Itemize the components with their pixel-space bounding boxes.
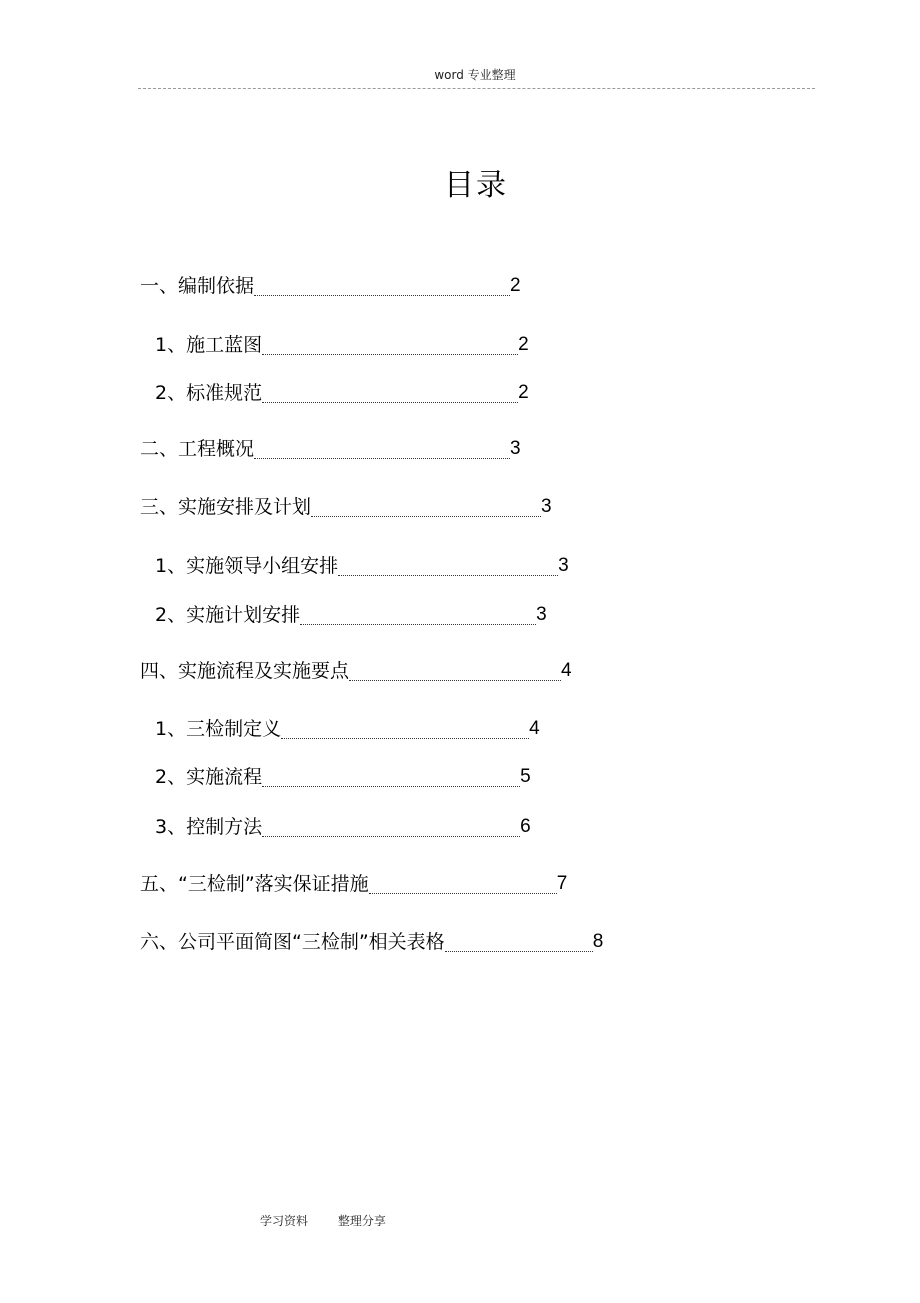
toc-leader [300,624,536,625]
toc-entry-label: 一、编制依据 [140,275,255,297]
toc-entry-page: 4 [561,660,572,681]
toc-entry-page: 6 [520,816,531,837]
toc-entry[interactable] [140,926,603,954]
toc-entry-label: 五、“三检制”落实保证措施 [140,873,369,895]
toc-entry-label: 3、控制方法 [155,816,263,838]
toc-leader [311,516,541,517]
toc-leader [369,893,557,894]
toc-entry-page: 3 [541,496,552,517]
toc-leader [262,786,520,787]
toc-entry-page: 5 [520,766,531,787]
toc-entry[interactable] [155,599,547,627]
toc-entry-page: 2 [518,382,529,403]
toc-entry[interactable] [155,329,529,357]
page-header: word 专业整理 [434,68,516,82]
toc-entry-label: 四、实施流程及实施要点 [140,660,350,682]
toc-entry[interactable] [140,270,521,298]
toc-entry[interactable] [155,761,531,789]
toc-entry[interactable] [155,811,531,839]
toc-entry-page: 3 [558,555,569,576]
toc-leader [254,295,510,296]
toc-entry[interactable] [140,433,521,461]
footer-right-text: 整理分享 [337,1214,386,1228]
toc-entry[interactable] [155,377,529,405]
toc-entry-page: 2 [510,275,521,296]
toc-entry-label: 2、实施流程 [155,766,263,788]
page-footer [260,1212,386,1229]
toc-leader [262,402,518,403]
toc-leader [281,738,529,739]
toc-leader [445,951,593,952]
toc-entry-label: 1、三检制定义 [155,718,282,740]
toc-entry-label: 二、工程概况 [140,438,255,460]
toc-entry[interactable] [140,868,567,896]
toc-leader [262,836,520,837]
toc-entry-label: 三、实施安排及计划 [140,496,312,518]
toc-entry-page: 3 [536,604,547,625]
toc-entry[interactable] [140,491,552,519]
footer-left-text: 学习资料 [260,1214,309,1228]
toc-entry-label: 1、施工蓝图 [155,334,263,356]
toc-entry-page: 8 [592,931,604,952]
toc-entry-label: 1、实施领导小组安排 [155,555,339,577]
header-rule [138,88,815,89]
toc-entry[interactable] [140,655,572,683]
page-title: 目录 [444,168,508,203]
toc-leader [254,458,510,459]
toc-entry-page: 2 [518,334,529,355]
toc-entry-label: 2、标准规范 [155,382,263,404]
toc-entry-page: 4 [529,718,540,739]
toc-leader [338,575,558,576]
toc-entry-page: 7 [556,873,568,894]
toc-entry-label: 六、公司平面简图“三检制”相关表格 [140,931,445,953]
toc-leader [349,680,561,681]
toc-entry[interactable] [155,550,569,578]
toc-leader [262,354,518,355]
toc-entry[interactable] [155,713,540,741]
toc-entry-page: 3 [510,438,521,459]
toc-entry-label: 2、实施计划安排 [155,604,301,626]
